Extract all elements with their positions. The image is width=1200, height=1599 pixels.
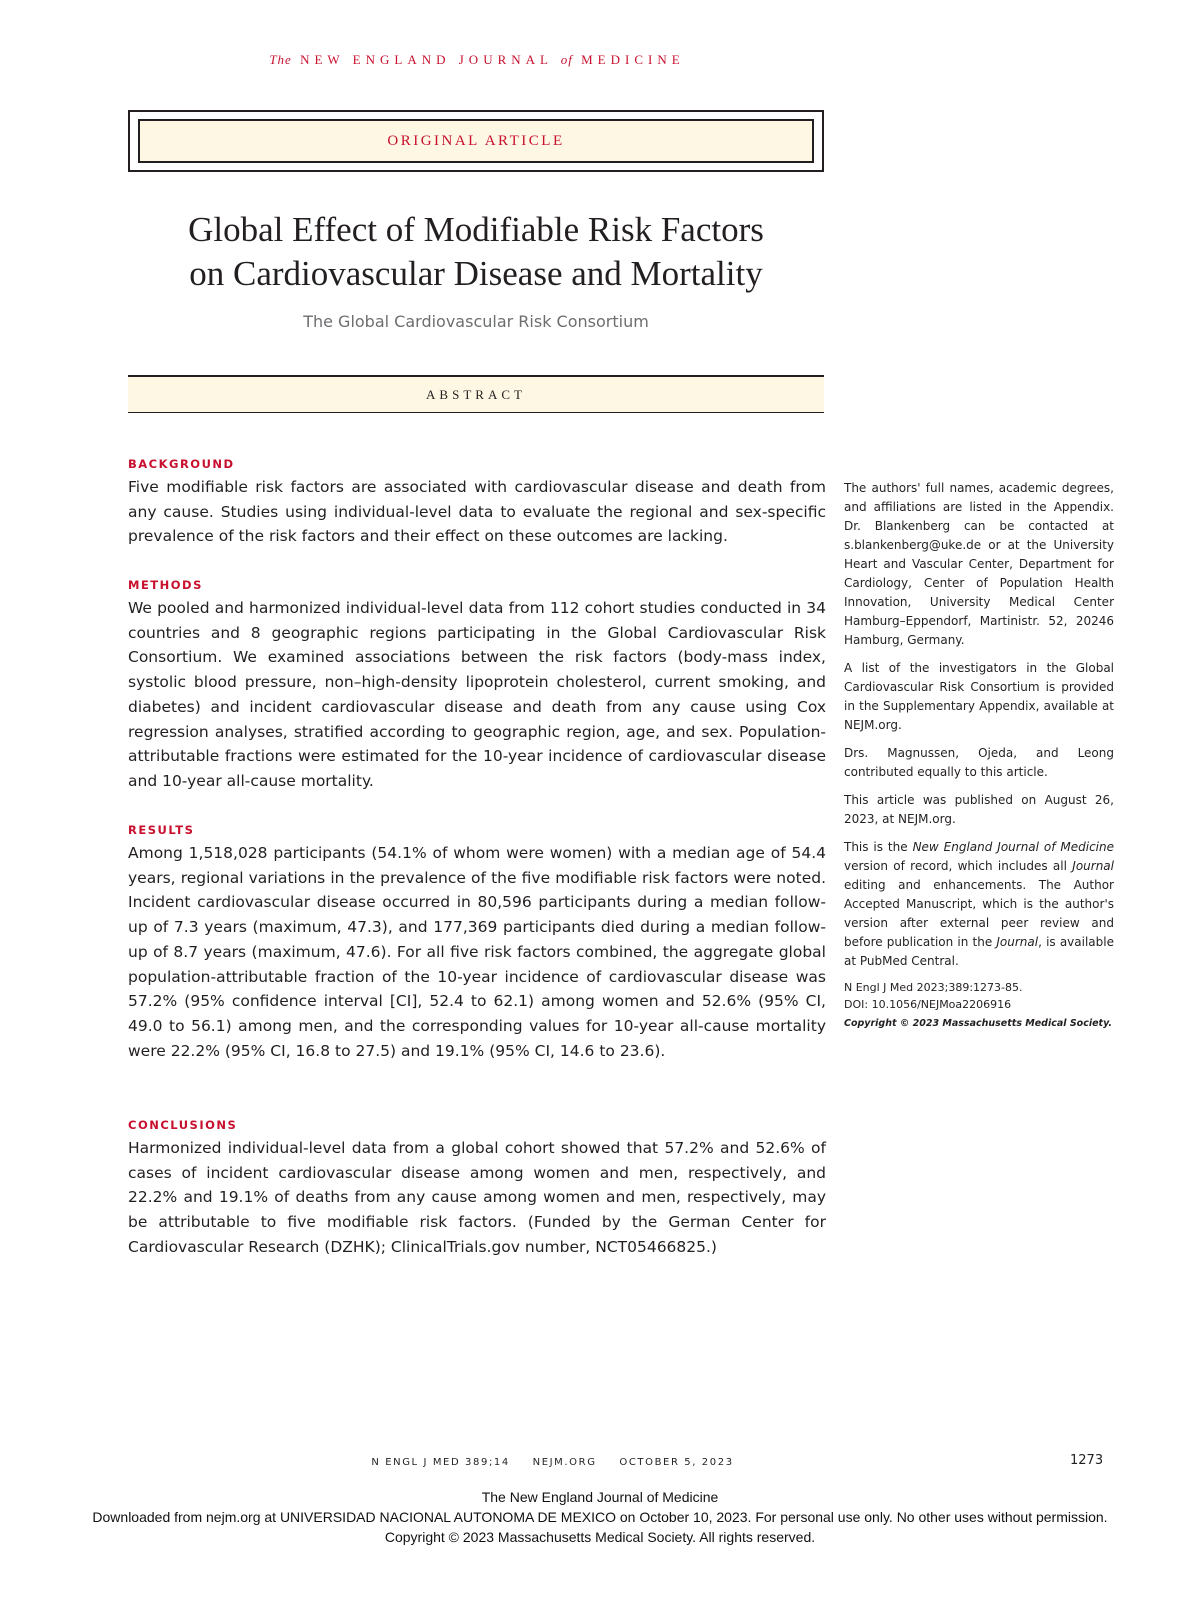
running-footer bbox=[0, 1457, 1105, 1468]
sidebar-contributions: Drs. Magnussen, Ojeda, and Leong contributed equally to this article. bbox=[844, 746, 1114, 779]
sidebar-affiliations: The authors' full names, academic degrees, and affiliations are listed in the Appendix. Dr. Blankenberg can be contacted at s.blankenberg@uke.de or at the University Heart and Vascular Center, Department for Cardiology, Center of Population Health Innovation, University Medical Center Hamburg–Eppendorf, Martinistr. 52, 20246 Hamburg, Germany. bbox=[844, 481, 1114, 647]
abstract-heading: ABSTRACT bbox=[128, 375, 824, 413]
conclusions-heading: CONCLUSIONS bbox=[128, 1118, 238, 1132]
footer-date: OCTOBER 5, 2023 bbox=[619, 1457, 734, 1468]
sidebar-version-of-record: This is the New England Journal of Medicine version of record, which includes all Journal editing and enhancements. The Author Accepted Manuscript, which is the author's version after external peer review and before publication in the Journal, is available at PubMed Central. bbox=[844, 840, 1114, 968]
journal-header-of: of bbox=[560, 52, 573, 67]
article-type-banner bbox=[128, 110, 824, 172]
background-heading: BACKGROUND bbox=[128, 457, 235, 471]
page-number: 1273 bbox=[1070, 1453, 1104, 1468]
doi: DOI: 10.1056/NEJMoa2206916 bbox=[844, 997, 1012, 1011]
footer-site: NEJM.ORG bbox=[532, 1457, 597, 1468]
download-copyright: Copyright © 2023 Massachusetts Medical Society. All rights reserved. bbox=[384, 1529, 816, 1545]
author-group: The Global Cardiovascular Risk Consortium bbox=[303, 312, 649, 331]
sidebar-investigators: A list of the investigators in the Global Cardiovascular Risk Consortium is provided in the Supplementary Appendix, available at NEJM.org. bbox=[844, 661, 1114, 732]
citation: N Engl J Med 2023;389:1273-85. bbox=[844, 981, 1023, 994]
journal-header-medicine: MEDICINE bbox=[581, 52, 685, 67]
results-heading: RESULTS bbox=[128, 823, 195, 837]
background-text: Five modifiable risk factors are associated with cardiovascular disease and death from any cause. Studies using individual-level data to evaluate the regional and sex-specific prevalence of the risk factors and their effect on these outcomes are lacking. bbox=[128, 478, 826, 546]
download-journal-name: The New England Journal of Medicine bbox=[481, 1489, 719, 1505]
journal-header-name: NEW ENGLAND JOURNAL bbox=[300, 52, 553, 67]
copyright-notice: Copyright © 2023 Massachusetts Medical Society. bbox=[844, 1018, 1113, 1029]
conclusions-text: Harmonized individual-level data from a global cohort showed that 57.2% and 52.6% of cases of incident cardiovascular disease among women and men, respectively, and 22.2% and 19.1% of deaths from any cause among women and men, respectively, may be attributable to five modifiable risk factors. (Funded by the German Center for Cardiovascular Research (DZHK); ClinicalTrials.gov number, NCT05466825.) bbox=[128, 1139, 826, 1256]
methods-text: We pooled and harmonized individual-level data from 112 cohort studies conducted in 34 countries and 8 geographic regions participating in the Global Cardiovascular Risk Consortium. We examined associations between the risk factors (body-mass index, systolic blood pressure, non–high-density lipoprotein cholesterol, current smoking, and diabetes) and incident cardiovascular disease and death from any cause using Cox regression analyses, stratified according to geographic region, age, and sex. Population-attributable fractions were estimated for the 10-year incidence of cardiovascular disease and 10-year all-cause mortality. bbox=[128, 599, 826, 790]
journal-header bbox=[0, 52, 954, 68]
sidebar-notes bbox=[844, 479, 1114, 1033]
download-notice: Downloaded from nejm.org at UNIVERSIDAD NACIONAL AUTONOMA DE MEXICO on October 10, 2023. For personal use only. No other uses without permission. bbox=[92, 1509, 1108, 1525]
journal-header-the: The bbox=[269, 52, 292, 67]
title-line-1: Global Effect of Modifiable Risk Factors bbox=[188, 210, 764, 249]
results-text: Among 1,518,028 participants (54.1% of whom were women) with a median age of 54.4 years, regional variations in the prevalence of the five modifiable risk factors were noted. Incident cardiovascular disease occurred in 80,596 participants during a median follow-up of 7.3 years (maximum, 47.3), and 177,369 participants died during a median follow-up of 8.7 years (maximum, 47.6). For all five risk factors combined, the aggregate global population-attributable fraction of the 10-year incidence of cardiovascular disease was 57.2% (95% confidence interval [CI], 52.4 to 62.1) among women and 52.6% (95% CI, 49.0 to 56.1) among men, and the corresponding values for 10-year all-cause mortality were 22.2% (95% CI, 16.8 to 27.5) and 19.1% (95% CI, 14.6 to 23.6). bbox=[128, 844, 826, 1060]
sidebar-published: This article was published on August 26, 2023, at NEJM.org. bbox=[844, 793, 1114, 826]
footer-volume: N ENGL J MED 389;14 bbox=[371, 1457, 510, 1468]
article-title bbox=[128, 208, 824, 296]
article-type-label: ORIGINAL ARTICLE bbox=[138, 119, 814, 163]
title-line-2: on Cardiovascular Disease and Mortality bbox=[189, 254, 763, 293]
methods-heading: METHODS bbox=[128, 578, 203, 592]
